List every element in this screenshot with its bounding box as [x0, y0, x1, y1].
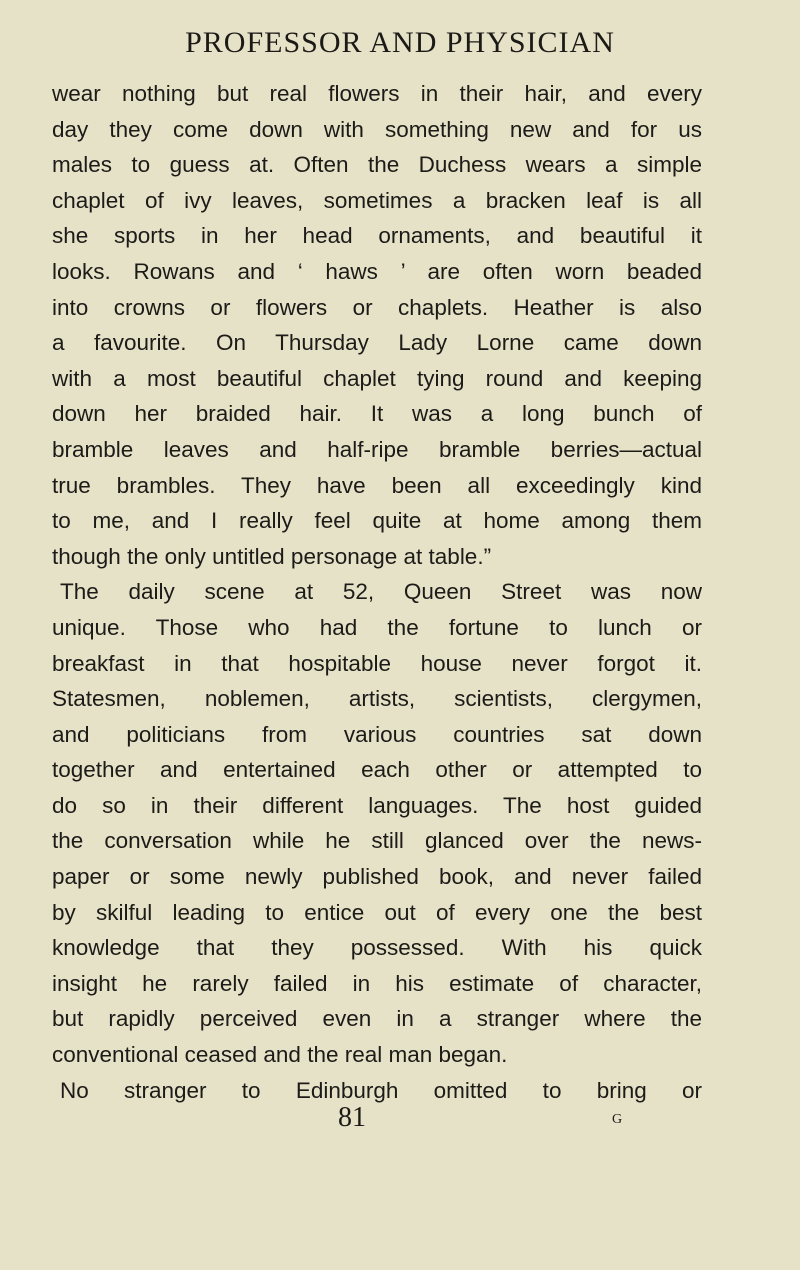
- text-line: The daily scene at 52, Queen Street was now: [60, 579, 702, 605]
- text-line: chaplet of ivy leaves, sometimes a bracken leaf is all: [52, 187, 702, 213]
- text-line: do so in their different languages. The host guided: [52, 792, 702, 818]
- text-line: together and entertained each other or attempted to: [52, 757, 702, 783]
- running-head: PROFESSOR AND PHYSICIAN: [185, 26, 615, 59]
- text-line: knowledge that they possessed. With his quick: [52, 935, 702, 961]
- text-line: by skilful leading to entice out of every one the best: [52, 899, 702, 925]
- text-line: she sports in her head ornaments, and beautiful it: [52, 223, 702, 249]
- text-line: though the only untitled personage at table.”: [52, 543, 492, 569]
- text-line: into crowns or flowers or chaplets. Heather is also: [52, 294, 702, 320]
- text-line: day they come down with something new and for us: [52, 116, 702, 142]
- text-line: to me, and I really feel quite at home among them: [52, 508, 702, 534]
- text-line: and politicians from various countries sat down: [52, 721, 702, 747]
- signature-mark: G: [612, 1112, 623, 1127]
- text-line: looks. Rowans and ‘ haws ’ are often worn beaded: [52, 258, 702, 284]
- text-line: paper or some newly published book, and never failed: [52, 864, 702, 890]
- text-line: Statesmen, noblemen, artists, scientists, clergymen,: [52, 686, 702, 712]
- text-line: but rapidly perceived even in a stranger where the: [52, 1006, 702, 1032]
- text-line: true brambles. They have been all exceedingly kind: [52, 472, 702, 498]
- text-line: males to guess at. Often the Duchess wears a simple: [52, 152, 702, 178]
- text-line: bramble leaves and half-ripe bramble berries—actual: [52, 436, 702, 462]
- text-line: unique. Those who had the fortune to lunch or: [52, 614, 702, 640]
- text-line: insight he rarely failed in his estimate of character,: [52, 970, 702, 996]
- text-line: breakfast in that hospitable house never forgot it.: [52, 650, 702, 676]
- text-line: with a most beautiful chaplet tying round and keeping: [52, 365, 702, 391]
- body-text: [52, 76, 702, 1108]
- text-line: wear nothing but real flowers in their hair, and every: [52, 81, 702, 106]
- text-line: the conversation while he still glanced over the news-: [52, 828, 702, 854]
- text-line: No stranger to Edinburgh omitted to bring or: [60, 1077, 702, 1103]
- text-line: a favourite. On Thursday Lady Lorne came down: [52, 330, 702, 356]
- text-line: conventional ceased and the real man began.: [52, 1042, 508, 1068]
- text-line: down her braided hair. It was a long bunch of: [52, 401, 702, 427]
- page-number: 81: [338, 1102, 366, 1133]
